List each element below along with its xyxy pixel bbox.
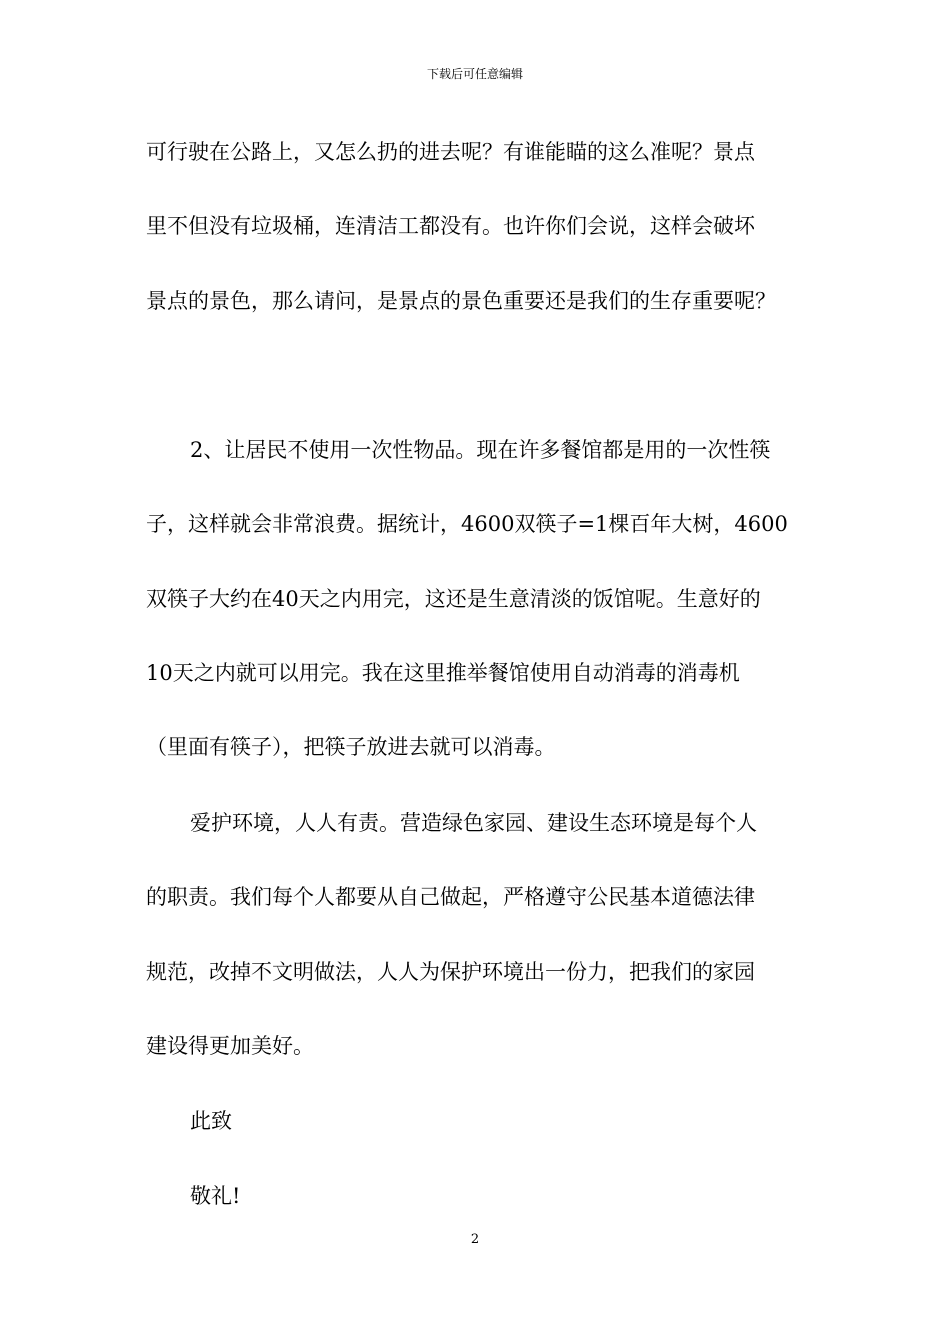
- body-line: 子，这样就会非常浪费。据统计，4600双筷子=1棵百年大树，4600: [146, 512, 788, 536]
- body-line: 的职责。我们每个人都要从自己做起，严格遵守公民基本道德法律: [146, 885, 755, 909]
- body-line: 规范，改掉不文明做法，人人为保护环境出一份力，把我们的家园: [146, 960, 755, 984]
- body-line: 10天之内就可以用完。我在这里推举餐馆使用自动消毒的消毒机: [146, 661, 740, 685]
- salutation-line: 敬礼!: [190, 1184, 241, 1208]
- body-line: 景点的景色，那么请问，是景点的景色重要还是我们的生存重要呢？: [146, 289, 776, 313]
- page-header: 下载后可任意编辑: [426, 67, 523, 81]
- body-line: 2、让居民不使用一次性物品。现在许多餐馆都是用的一次性筷: [190, 438, 771, 462]
- salutation-line: 此致: [190, 1109, 232, 1133]
- body-line: 爱护环境，人人有责。营造绿色家园、建设生态环境是每个人: [190, 811, 757, 835]
- body-line: 可行驶在公路上，又怎么扔的进去呢？有谁能瞄的这么准呢？景点: [146, 140, 755, 164]
- body-line: 双筷子大约在40天之内用完，这还是生意清淡的饭馆呢。生意好的: [146, 587, 761, 611]
- page-number: 2: [470, 1232, 480, 1247]
- body-line: （里面有筷子），把筷子放进去就可以消毒。: [146, 735, 556, 759]
- body-line: 建设得更加美好。: [146, 1034, 314, 1058]
- body-line: 里不但没有垃圾桶，连清洁工都没有。也许你们会说，这样会破坏: [146, 214, 755, 238]
